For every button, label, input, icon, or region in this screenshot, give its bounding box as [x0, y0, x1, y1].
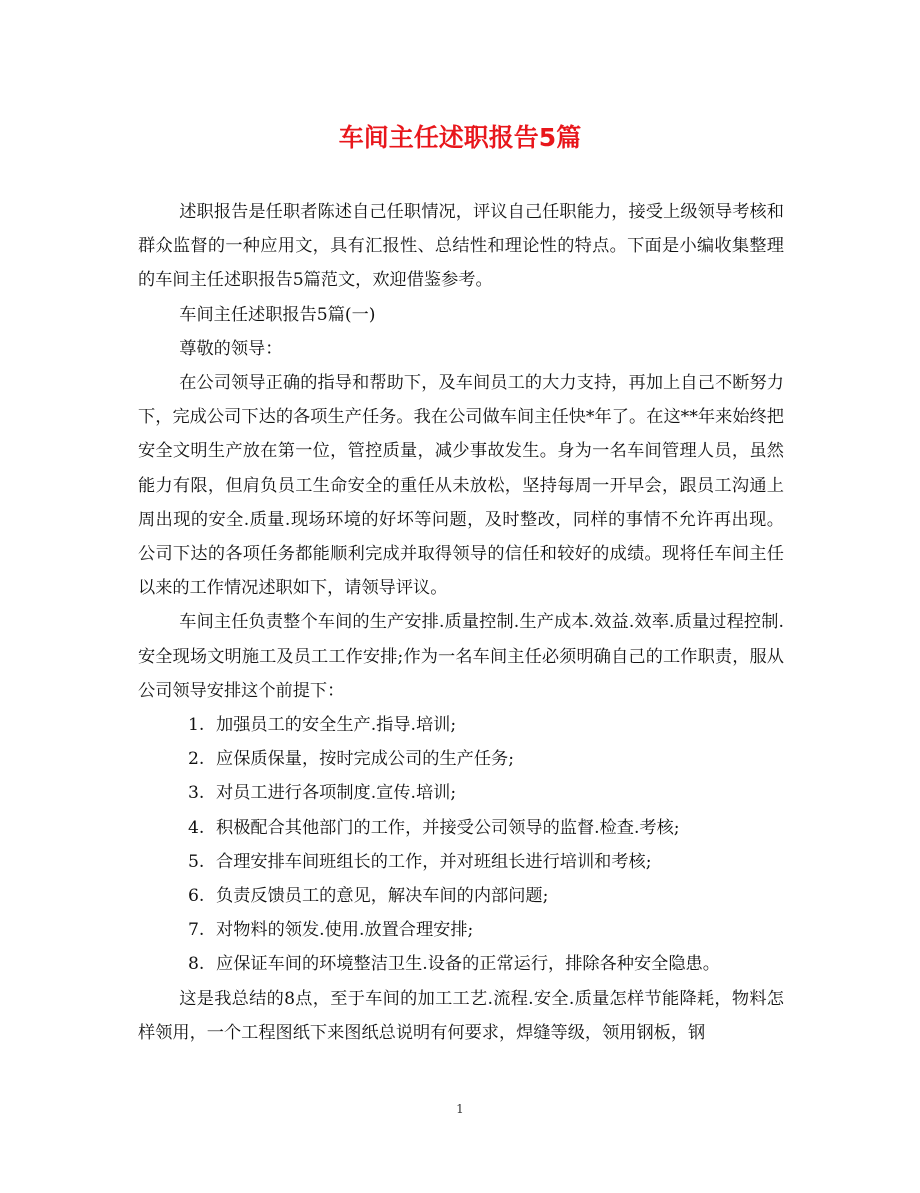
- list-item: [138, 879, 784, 913]
- list-item: [138, 913, 784, 947]
- page-number: 1: [456, 1102, 464, 1116]
- list-item: [138, 811, 784, 845]
- list-item: [138, 708, 784, 742]
- list-item-number: 8.: [188, 954, 205, 975]
- list-item: [138, 845, 784, 879]
- list-item-text: 积极配合其他部门的工作，并接受公司领导的监督.检查.考核;: [216, 817, 680, 838]
- document-body: [138, 195, 784, 1050]
- list-item-text: 应保质保量，按时完成公司的生产任务;: [216, 749, 514, 770]
- body-paragraph: 在公司领导正确的指导和帮助下，及车间员工的大力支持，再加上自己不断努力下，完成公司下达的各项生产任务。我在公司做车间主任快*年了。在这**年来始终把安全文明生产放在第一位，管控质量，减少事故发生。身为一名车间管理人员，虽然能力有限，但肩负员工生命安全的重任从未放松，坚持每周一开早会，跟员工沟通上周出现的安全.质量.现场环境的好坏等问题，及时整改，同样的事情不允许再出现。公司下达的各项任务都能顺利完成并取得领导的信任和较好的成绩。现将任车间主任以来的工作情况述职如下，请领导评议。: [138, 373, 784, 599]
- document-title: 车间主任述职报告5篇: [338, 123, 582, 152]
- salutation: 尊敬的领导：: [179, 338, 283, 359]
- list-item-number: 4.: [188, 817, 205, 838]
- closing-paragraph: 这是我总结的8点，至于车间的加工工艺.流程.安全.质量怎样节能降耗，物料怎样领用，一个工程图纸下来图纸总说明有何要求，焊缝等级，领用钢板，钢: [138, 988, 784, 1043]
- list-item-text: 对物料的领发.使用.放置合理安排;: [216, 920, 474, 941]
- list-item-text: 合理安排车间班组长的工作，并对班组长进行培训和考核;: [216, 851, 652, 872]
- list-item-number: 1.: [188, 715, 205, 736]
- intro-paragraph: 述职报告是任职者陈述自己任职情况，评议自己任职能力，接受上级领导考核和群众监督的一种应用文，具有汇报性、总结性和理论性的特点。下面是小编收集整理的车间主任述职报告5篇范文，欢迎借鉴参考。: [138, 202, 784, 291]
- section-heading: 车间主任述职报告5篇(一): [179, 304, 376, 325]
- list-item-number: 6.: [188, 886, 205, 907]
- body-paragraph: 车间主任负责整个车间的生产安排.质量控制.生产成本.效益.效率.质量过程控制.安全现场文明施工及员工工作安排;作为一名车间主任必须明确自己的工作职责，服从公司领导安排这个前提下：: [138, 612, 784, 701]
- list-item-number: 3.: [188, 783, 205, 804]
- list-item: [138, 947, 784, 981]
- list-item-number: 7.: [188, 920, 205, 941]
- list-item-number: 2.: [188, 749, 205, 770]
- list-item-text: 负责反馈员工的意见，解决车间的内部问题;: [216, 886, 549, 907]
- list-item-text: 应保证车间的环境整洁卫生.设备的正常运行，排除各种安全隐患。: [216, 954, 720, 975]
- list-item-text: 加强员工的安全生产.指导.培训;: [216, 715, 457, 736]
- list-item: [138, 742, 784, 776]
- list-item: [138, 776, 784, 810]
- list-item-number: 5.: [188, 851, 205, 872]
- list-item-text: 对员工进行各项制度.宣传.培训;: [216, 783, 457, 804]
